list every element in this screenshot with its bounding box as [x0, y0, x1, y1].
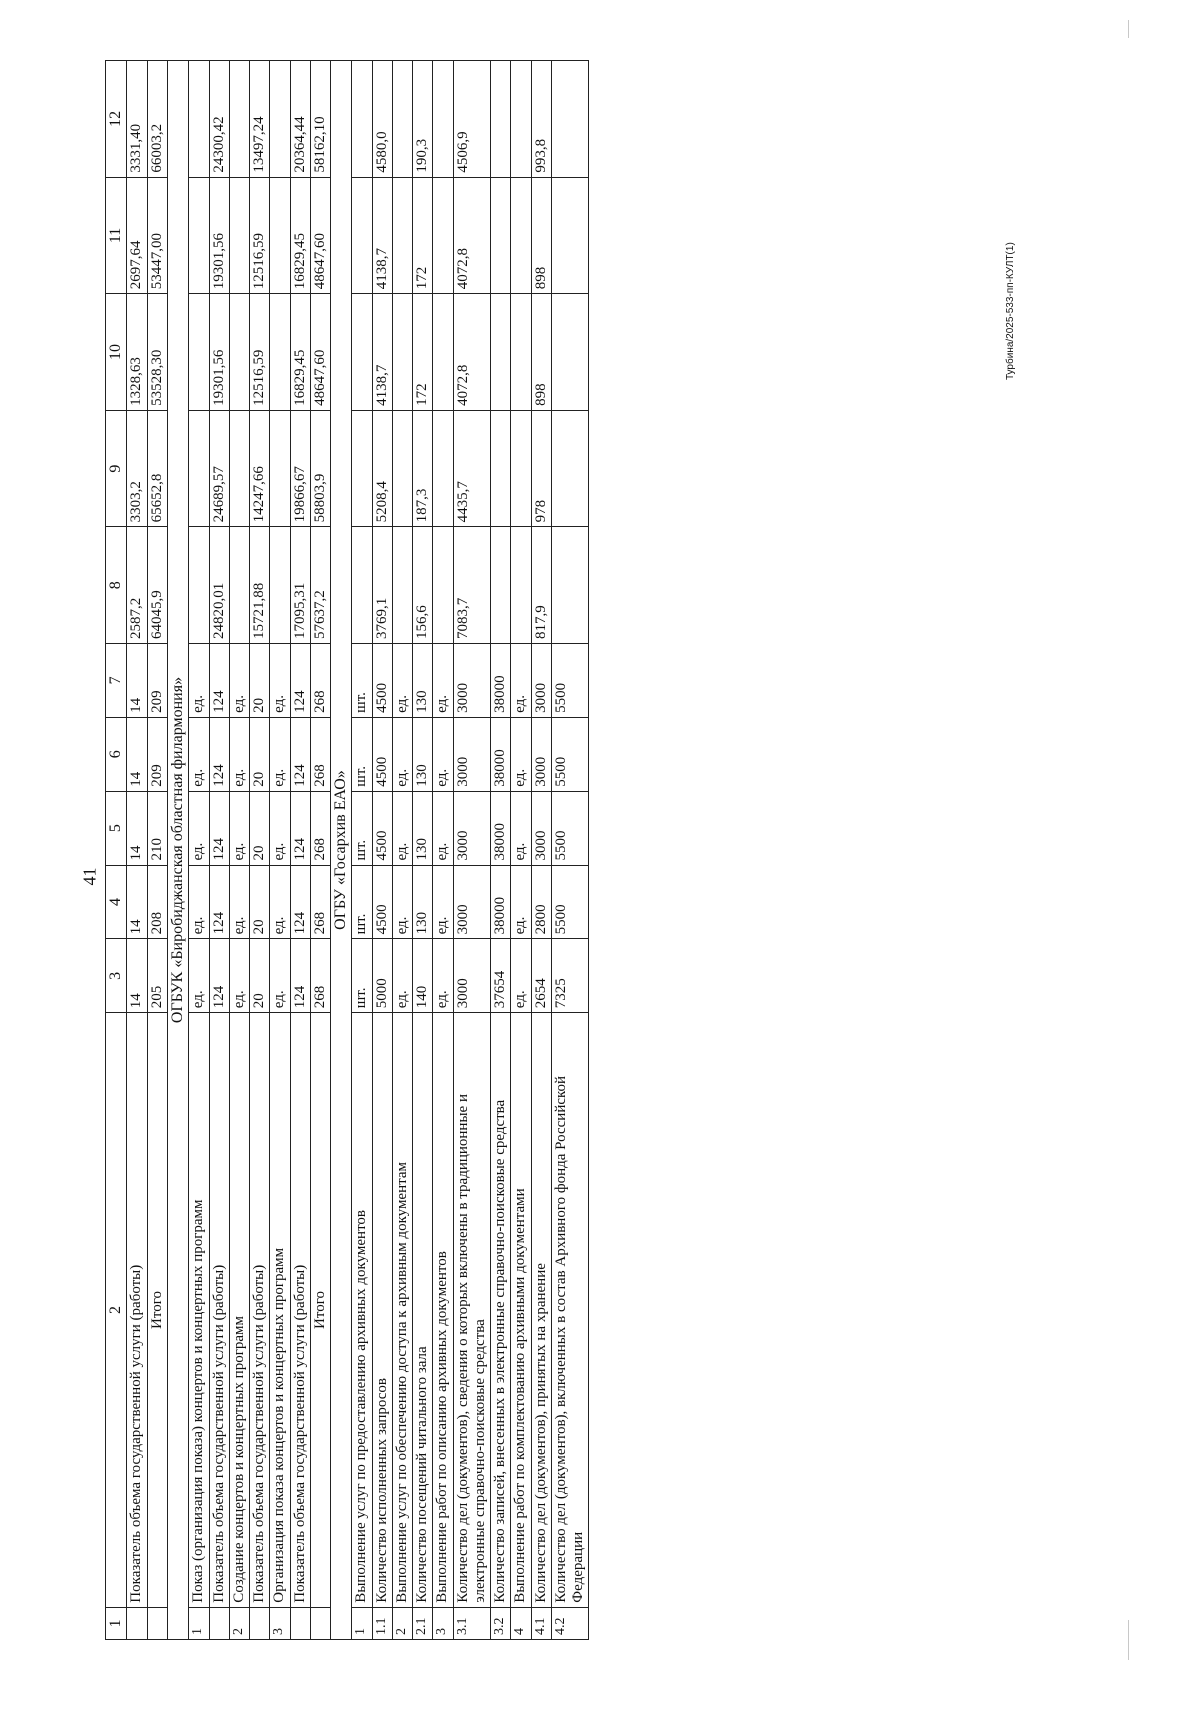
value-cell: 24300,42 — [209, 61, 229, 178]
table-row — [209, 61, 229, 1640]
value-cell: 124 — [290, 791, 310, 865]
value-cell — [270, 294, 290, 411]
value-cell: ед. — [511, 643, 531, 717]
value-cell — [229, 527, 249, 644]
value-cell — [511, 527, 531, 644]
value-cell — [189, 410, 209, 527]
value-cell: 7325 — [551, 939, 589, 1013]
value-cell: 20 — [250, 643, 270, 717]
value-cell: ед. — [270, 939, 290, 1013]
value-cell: шт. — [352, 717, 372, 791]
value-cell: 124 — [290, 717, 310, 791]
value-cell: 4500 — [372, 717, 392, 791]
value-cell — [229, 410, 249, 527]
value-cell: 14 — [127, 643, 147, 717]
table-row — [551, 61, 589, 1640]
value-cell: 37654 — [491, 939, 511, 1013]
value-cell: 130 — [413, 791, 433, 865]
value-cell: 2800 — [531, 865, 551, 939]
value-cell: 19301,56 — [209, 177, 229, 294]
table-row — [372, 61, 392, 1640]
value-cell: 124 — [209, 865, 229, 939]
value-cell: шт. — [352, 791, 372, 865]
value-cell — [189, 527, 209, 644]
value-cell — [511, 61, 531, 178]
value-cell: 65652,8 — [147, 410, 167, 527]
row-label: Выполнение услуг по обеспечению доступа к архивным документам — [392, 1013, 412, 1607]
value-cell — [551, 177, 589, 294]
value-cell: ед. — [511, 717, 531, 791]
table-row — [270, 61, 290, 1640]
row-label: Показатель объема государственной услуги (работы) — [290, 1013, 310, 1607]
value-cell — [551, 410, 589, 527]
value-cell — [270, 410, 290, 527]
rotated-table-frame — [105, 60, 1065, 1640]
value-cell: ед. — [189, 643, 209, 717]
value-cell: ед. — [270, 865, 290, 939]
value-cell: 38000 — [491, 717, 511, 791]
value-cell: 268 — [310, 865, 330, 939]
value-cell: 14 — [127, 791, 147, 865]
value-cell — [189, 177, 209, 294]
page-number: 41 — [79, 867, 100, 886]
column-header: 2 — [106, 1013, 127, 1607]
value-cell: 993,8 — [531, 61, 551, 178]
row-label: Количество посещений читального зала — [413, 1013, 433, 1607]
row-label: Показатель объема государственной услуги (работы) — [209, 1013, 229, 1607]
value-cell: 172 — [413, 177, 433, 294]
value-cell: ед. — [229, 865, 249, 939]
value-cell: 4138,7 — [372, 177, 392, 294]
value-cell: ед. — [433, 791, 453, 865]
value-cell — [229, 294, 249, 411]
value-cell — [511, 294, 531, 411]
column-header: 8 — [106, 527, 127, 644]
row-label: Количество дел (документов), включенных в состав Архивного фонда Российской Федерации — [551, 1013, 589, 1607]
row-number — [147, 1607, 167, 1639]
value-cell: 3000 — [453, 717, 491, 791]
value-cell — [433, 61, 453, 178]
value-cell: 4138,7 — [372, 294, 392, 411]
row-number — [209, 1607, 229, 1639]
value-cell: 978 — [531, 410, 551, 527]
value-cell: ед. — [229, 791, 249, 865]
value-cell: 268 — [310, 791, 330, 865]
value-cell: 130 — [413, 865, 433, 939]
row-label: Количество дел (документов), принятых на хранение — [531, 1013, 551, 1607]
value-cell: 124 — [209, 643, 229, 717]
value-cell: ед. — [270, 643, 290, 717]
value-cell: 14 — [127, 717, 147, 791]
table-row — [413, 61, 433, 1640]
section-row — [331, 61, 352, 1640]
value-cell — [352, 410, 372, 527]
section-title: ОГБУК «Биробиджанская областная филармония» — [167, 61, 188, 1640]
value-cell: 2587,2 — [127, 527, 147, 644]
value-cell: 17095,31 — [290, 527, 310, 644]
value-cell: 20 — [250, 939, 270, 1013]
table-row — [352, 61, 372, 1640]
value-cell: 14 — [127, 865, 147, 939]
value-cell: ед. — [189, 939, 209, 1013]
row-label: Выполнение работ по описанию архивных документов — [433, 1013, 453, 1607]
value-cell: ед. — [270, 717, 290, 791]
value-cell — [392, 177, 412, 294]
value-cell: 5500 — [551, 791, 589, 865]
value-cell: ед. — [189, 791, 209, 865]
value-cell: 898 — [531, 294, 551, 411]
value-cell — [433, 527, 453, 644]
value-cell: ед. — [189, 865, 209, 939]
column-header: 10 — [106, 294, 127, 411]
value-cell: шт. — [352, 865, 372, 939]
table-body — [106, 61, 589, 1640]
column-header: 12 — [106, 61, 127, 178]
row-number: 4 — [511, 1607, 531, 1639]
value-cell: 4435,7 — [453, 410, 491, 527]
value-cell: ед. — [433, 865, 453, 939]
value-cell: 130 — [413, 717, 433, 791]
table-row — [531, 61, 551, 1640]
value-cell: ед. — [511, 939, 531, 1013]
value-cell: 16829,45 — [290, 177, 310, 294]
value-cell — [189, 294, 209, 411]
value-cell: 209 — [147, 643, 167, 717]
row-label: Количество исполненных запросов — [372, 1013, 392, 1607]
value-cell — [392, 527, 412, 644]
row-number: 3 — [433, 1607, 453, 1639]
row-label: Количество записей, внесенных в электронные справочно-поисковые средства — [491, 1013, 511, 1607]
row-number — [127, 1607, 147, 1639]
value-cell: 3000 — [453, 643, 491, 717]
value-cell: ед. — [511, 791, 531, 865]
value-cell: ед. — [511, 865, 531, 939]
budget-table — [105, 60, 589, 1640]
table-row — [511, 61, 531, 1640]
value-cell: ед. — [270, 791, 290, 865]
value-cell: 4500 — [372, 865, 392, 939]
table-row — [127, 61, 147, 1640]
value-cell — [392, 294, 412, 411]
value-cell — [551, 61, 589, 178]
table-row — [392, 61, 412, 1640]
value-cell — [270, 527, 290, 644]
value-cell: 15721,88 — [250, 527, 270, 644]
value-cell: ед. — [392, 643, 412, 717]
value-cell — [491, 61, 511, 178]
value-cell: 3000 — [531, 643, 551, 717]
value-cell: 140 — [413, 939, 433, 1013]
row-label: Создание концертов и концертных программ — [229, 1013, 249, 1607]
value-cell: шт. — [352, 939, 372, 1013]
value-cell: 58803,9 — [310, 410, 330, 527]
value-cell: 130 — [413, 643, 433, 717]
scan-mark — [1128, 20, 1129, 38]
value-cell: 7083,7 — [453, 527, 491, 644]
value-cell: 898 — [531, 177, 551, 294]
value-cell: 172 — [413, 294, 433, 411]
value-cell: 19866,67 — [290, 410, 310, 527]
value-cell: 5208,4 — [372, 410, 392, 527]
value-cell: 13497,24 — [250, 61, 270, 178]
value-cell — [551, 527, 589, 644]
value-cell: 3000 — [453, 791, 491, 865]
table-row — [290, 61, 310, 1640]
value-cell — [433, 294, 453, 411]
value-cell: 124 — [209, 717, 229, 791]
value-cell — [392, 61, 412, 178]
row-label: Организация показа концертов и концертных программ — [270, 1013, 290, 1607]
value-cell: 124 — [290, 643, 310, 717]
value-cell — [189, 61, 209, 178]
value-cell: ед. — [392, 865, 412, 939]
value-cell: 20364,44 — [290, 61, 310, 178]
value-cell — [352, 527, 372, 644]
value-cell — [392, 410, 412, 527]
row-label: Показатель объема государственной услуги (работы) — [250, 1013, 270, 1607]
row-number — [310, 1607, 330, 1639]
value-cell: 20 — [250, 865, 270, 939]
value-cell: 124 — [290, 865, 310, 939]
row-number: 1 — [352, 1607, 372, 1639]
header-row — [106, 61, 127, 1640]
value-cell: ед. — [189, 717, 209, 791]
value-cell: 3000 — [531, 791, 551, 865]
value-cell: 3769,1 — [372, 527, 392, 644]
value-cell: 16829,45 — [290, 294, 310, 411]
section-title: ОГБУ «Госархив ЕАО» — [331, 61, 352, 1640]
value-cell: 64045,9 — [147, 527, 167, 644]
value-cell — [491, 410, 511, 527]
row-number: 1.1 — [372, 1607, 392, 1639]
value-cell — [491, 177, 511, 294]
column-header: 6 — [106, 717, 127, 791]
value-cell — [229, 177, 249, 294]
value-cell: 4506,9 — [453, 61, 491, 178]
value-cell — [511, 410, 531, 527]
row-number: 2 — [392, 1607, 412, 1639]
value-cell: 4500 — [372, 643, 392, 717]
column-header: 5 — [106, 791, 127, 865]
value-cell: 2654 — [531, 939, 551, 1013]
value-cell: ед. — [392, 939, 412, 1013]
table-row — [189, 61, 209, 1640]
value-cell: ед. — [392, 791, 412, 865]
value-cell: 210 — [147, 791, 167, 865]
value-cell — [352, 294, 372, 411]
row-number — [290, 1607, 310, 1639]
value-cell: 48647,60 — [310, 177, 330, 294]
value-cell: ед. — [433, 717, 453, 791]
value-cell: 4072,8 — [453, 177, 491, 294]
row-number: 3.2 — [491, 1607, 511, 1639]
value-cell: ед. — [392, 717, 412, 791]
row-number: 1 — [189, 1607, 209, 1639]
value-cell — [491, 294, 511, 411]
value-cell: 5500 — [551, 717, 589, 791]
value-cell: 5000 — [372, 939, 392, 1013]
value-cell: 58162,10 — [310, 61, 330, 178]
value-cell: 817,9 — [531, 527, 551, 644]
value-cell: 4580,0 — [372, 61, 392, 178]
table-row — [433, 61, 453, 1640]
value-cell: 208 — [147, 865, 167, 939]
column-header: 4 — [106, 865, 127, 939]
value-cell: 268 — [310, 717, 330, 791]
value-cell: ед. — [229, 939, 249, 1013]
column-header: 9 — [106, 410, 127, 527]
row-number: 2 — [229, 1607, 249, 1639]
value-cell: 124 — [290, 939, 310, 1013]
value-cell: 3000 — [453, 939, 491, 1013]
value-cell: 24820,01 — [209, 527, 229, 644]
column-header: 1 — [106, 1607, 127, 1639]
row-number: 3 — [270, 1607, 290, 1639]
value-cell: 53528,30 — [147, 294, 167, 411]
table-row — [229, 61, 249, 1640]
document-footer: Турбина/2025-533-пп-КУЛТ(1) — [1005, 242, 1016, 380]
value-cell: 12516,59 — [250, 177, 270, 294]
row-label: Итого — [310, 1013, 330, 1607]
row-label: Выполнение работ по комплектованию архивными документами — [511, 1013, 531, 1607]
value-cell — [229, 61, 249, 178]
value-cell: 14 — [127, 939, 147, 1013]
row-label: Показ (организация показа) концертов и концертных программ — [189, 1013, 209, 1607]
value-cell: 268 — [310, 939, 330, 1013]
value-cell: 3331,40 — [127, 61, 147, 178]
row-label: Количество дел (документов), сведения о которых включены в традиционные и электронные справочно-поисковые средства — [453, 1013, 491, 1607]
value-cell: 24689,57 — [209, 410, 229, 527]
value-cell: 205 — [147, 939, 167, 1013]
value-cell — [270, 61, 290, 178]
value-cell: 66003,2 — [147, 61, 167, 178]
table-row — [250, 61, 270, 1640]
value-cell: 12516,59 — [250, 294, 270, 411]
value-cell — [352, 61, 372, 178]
value-cell: 3303,2 — [127, 410, 147, 527]
value-cell: 4500 — [372, 791, 392, 865]
value-cell — [551, 294, 589, 411]
table-row — [310, 61, 330, 1640]
value-cell: 53447,00 — [147, 177, 167, 294]
value-cell: 3000 — [453, 865, 491, 939]
value-cell: 38000 — [491, 791, 511, 865]
row-label: Показатель объема государственной услуги (работы) — [127, 1013, 147, 1607]
value-cell: ед. — [433, 643, 453, 717]
value-cell: ед. — [229, 643, 249, 717]
value-cell: 20 — [250, 717, 270, 791]
value-cell: 1328,63 — [127, 294, 147, 411]
table-row — [147, 61, 167, 1640]
scan-mark — [1128, 1620, 1129, 1660]
value-cell: 48647,60 — [310, 294, 330, 411]
value-cell: 4072,8 — [453, 294, 491, 411]
section-row — [167, 61, 188, 1640]
value-cell — [511, 177, 531, 294]
value-cell — [270, 177, 290, 294]
row-number: 2.1 — [413, 1607, 433, 1639]
row-number — [250, 1607, 270, 1639]
value-cell: 3000 — [531, 717, 551, 791]
value-cell: 14247,66 — [250, 410, 270, 527]
value-cell: шт. — [352, 643, 372, 717]
row-number: 4.1 — [531, 1607, 551, 1639]
table-row — [453, 61, 491, 1640]
column-header: 7 — [106, 643, 127, 717]
column-header: 3 — [106, 939, 127, 1013]
value-cell: ед. — [433, 939, 453, 1013]
value-cell: 190,3 — [413, 61, 433, 178]
column-header: 11 — [106, 177, 127, 294]
value-cell — [491, 527, 511, 644]
value-cell: 38000 — [491, 643, 511, 717]
value-cell — [433, 177, 453, 294]
value-cell — [352, 177, 372, 294]
value-cell: 156,6 — [413, 527, 433, 644]
value-cell: 268 — [310, 643, 330, 717]
value-cell: 2697,64 — [127, 177, 147, 294]
value-cell: 5500 — [551, 865, 589, 939]
value-cell — [433, 410, 453, 527]
value-cell: 19301,56 — [209, 294, 229, 411]
value-cell: 5500 — [551, 643, 589, 717]
row-number: 3.1 — [453, 1607, 491, 1639]
value-cell: 20 — [250, 791, 270, 865]
value-cell: 124 — [209, 791, 229, 865]
value-cell: 124 — [209, 939, 229, 1013]
row-label: Выполнение услуг по предоставлению архивных документов — [352, 1013, 372, 1607]
value-cell: 38000 — [491, 865, 511, 939]
value-cell: 209 — [147, 717, 167, 791]
row-number: 4.2 — [551, 1607, 589, 1639]
value-cell: ед. — [229, 717, 249, 791]
table-row — [491, 61, 511, 1640]
row-label: Итого — [147, 1013, 167, 1607]
value-cell: 57637,2 — [310, 527, 330, 644]
value-cell: 187,3 — [413, 410, 433, 527]
